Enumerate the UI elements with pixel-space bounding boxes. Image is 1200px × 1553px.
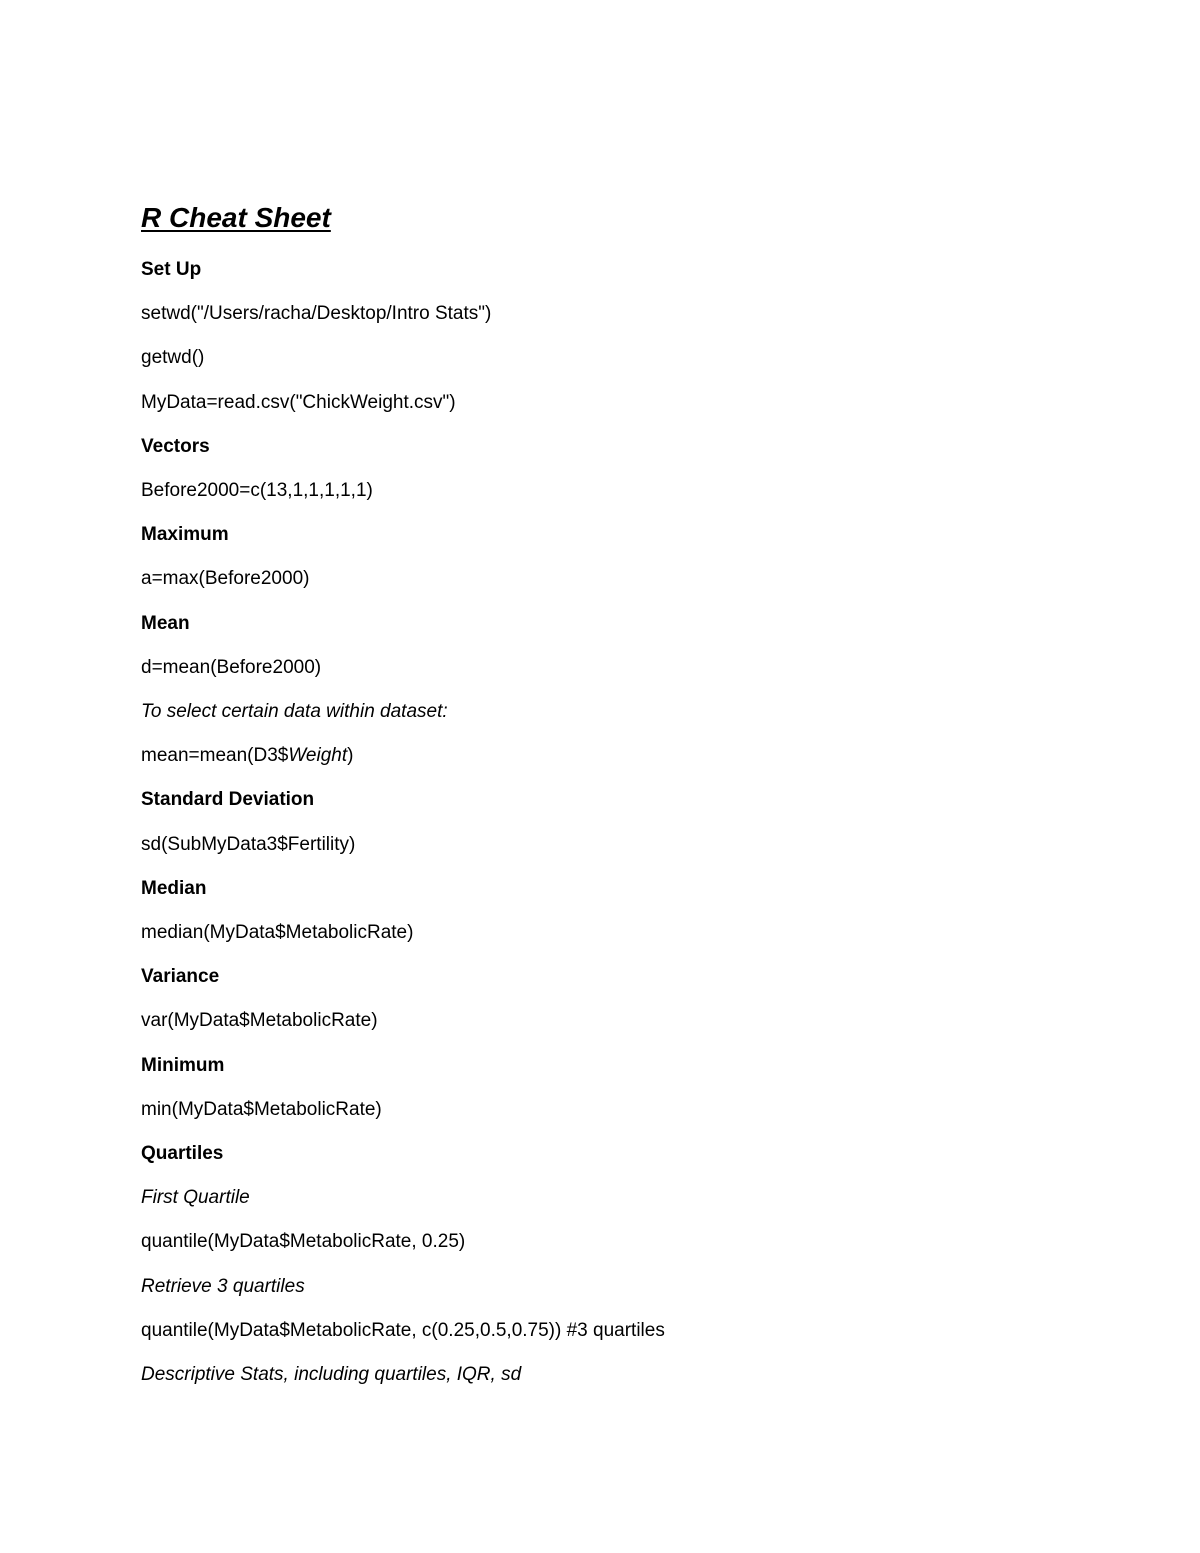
note-line: First Quartile <box>141 1187 250 1208</box>
section-heading: Set Up <box>141 259 202 280</box>
section-heading: Maximum <box>141 524 229 545</box>
code-line: a=max(Before2000) <box>141 568 310 589</box>
code-line: median(MyData$MetabolicRate) <box>141 922 414 943</box>
section-heading: Minimum <box>141 1055 225 1076</box>
section-heading: Median <box>141 878 207 899</box>
code-line <box>141 743 353 769</box>
code-fragment: mean=mean(D3$ <box>141 745 289 766</box>
section-heading: Variance <box>141 966 220 987</box>
code-line: setwd("/Users/racha/Desktop/Intro Stats") <box>141 303 492 324</box>
code-line: quantile(MyData$MetabolicRate, c(0.25,0.5,0.75)) #3 quartiles <box>141 1320 665 1341</box>
code-fragment-italic: Weight <box>288 745 348 766</box>
code-line: min(MyData$MetabolicRate) <box>141 1099 382 1120</box>
code-line: var(MyData$MetabolicRate) <box>141 1010 378 1031</box>
code-fragment: ) <box>347 745 354 766</box>
note-line: Retrieve 3 quartiles <box>141 1276 305 1297</box>
section-heading: Standard Deviation <box>141 789 315 810</box>
section-heading: Quartiles <box>141 1143 224 1164</box>
section-heading: Vectors <box>141 436 210 457</box>
page-title: R Cheat Sheet <box>141 202 331 233</box>
code-line: getwd() <box>141 347 205 368</box>
code-line: d=mean(Before2000) <box>141 657 322 678</box>
code-line: MyData=read.csv("ChickWeight.csv") <box>141 392 456 413</box>
code-line: sd(SubMyData3$Fertility) <box>141 834 356 855</box>
code-line: Before2000=c(13,1,1,1,1,1) <box>141 480 373 501</box>
code-line: quantile(MyData$MetabolicRate, 0.25) <box>141 1231 466 1252</box>
note-line: To select certain data within dataset: <box>141 701 448 722</box>
note-line: Descriptive Stats, including quartiles, IQR, sd <box>141 1364 522 1385</box>
section-heading: Mean <box>141 613 190 634</box>
